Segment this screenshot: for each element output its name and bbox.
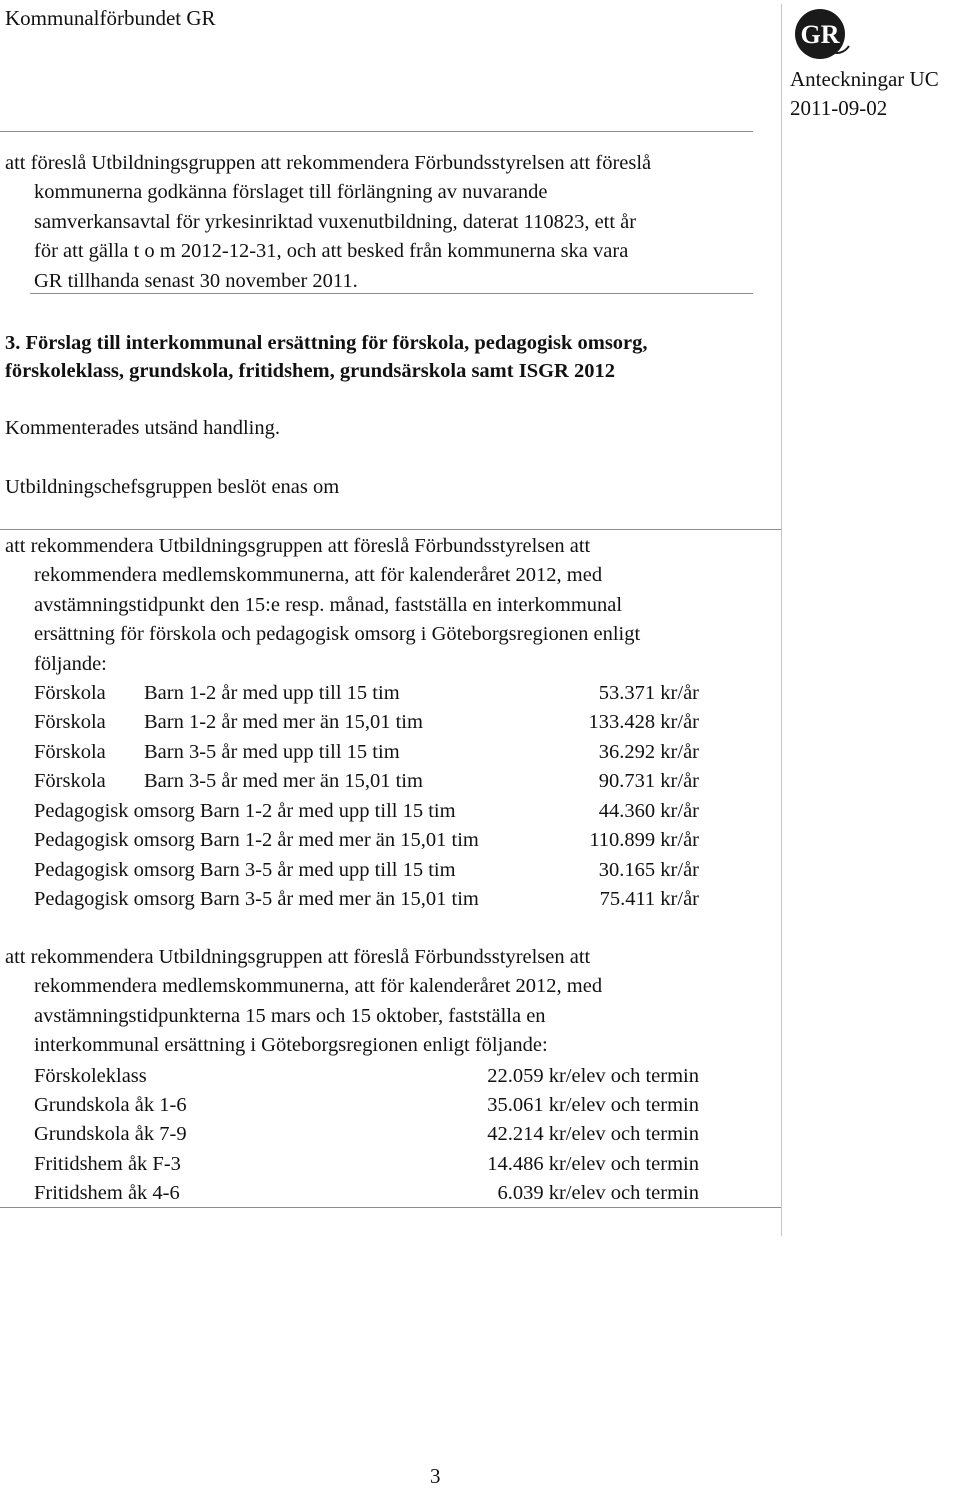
rate-row [34,885,699,914]
rate-value: 36.292 kr/år [598,741,699,763]
rate-row [34,708,699,737]
decision2-line: ersättning för förskola och pedagogisk omsorg i Göteborgsregionen enligt [34,623,641,646]
rate-category: Pedagogisk omsorg Barn 1-2 år med upp till 15 tim [34,800,456,822]
rate-description: Barn 3-5 år med mer än 15,01 tim [144,770,423,792]
item3-heading [5,329,755,385]
decision2-line: att rekommendera Utbildningsgruppen att föreslå Förbundsstyrelsen att [5,535,591,557]
logo-text: GR [800,20,840,49]
rate-category: Förskola [34,741,106,763]
rate-row [34,1179,699,1208]
rate-row [34,679,699,708]
rate-row [34,1150,699,1179]
item3-comment: Kommenterades utsänd handling. [5,417,280,439]
rate-row [34,826,699,855]
rate-category: Förskola [34,770,106,792]
rate-value: 6.039 kr/elev och termin [497,1182,699,1204]
organization-name: Kommunalförbundet GR [5,6,216,30]
rate-category: Pedagogisk omsorg Barn 3-5 år med upp till 15 tim [34,859,456,881]
rate-description: Barn 1-2 år med upp till 15 tim [144,682,400,704]
decision3-line: att rekommendera Utbildningsgruppen att föreslå Förbundsstyrelsen att [5,946,591,968]
rate-value: 75.411 kr/år [599,888,699,910]
page-number: 3 [430,1464,441,1488]
rate-row [34,738,699,767]
decision1-line: samverkansavtal för yrkesinriktad vuxenutbildning, daterat 110823, ett år [34,210,637,233]
decision1-line: för att gälla t o m 2012-12-31, och att besked från kommunerna ska vara [34,240,629,263]
rate-row [34,797,699,826]
rate-category: Pedagogisk omsorg Barn 1-2 år med mer än 15,01 tim [34,829,479,851]
margin-divider [781,4,782,1236]
decision2-text [5,532,750,679]
document-date: 2011-09-02 [790,96,888,120]
rate-category: Pedagogisk omsorg Barn 3-5 år med mer än 15,01 tim [34,888,479,910]
rate-category: Fritidshem åk 4-6 [34,1182,180,1204]
rate-row [34,1120,699,1149]
rate-description: Barn 3-5 år med upp till 15 tim [144,741,400,763]
decision1-line: GR tillhanda senast 30 november 2011. [34,269,358,292]
rate-value: 53.371 kr/år [598,682,699,704]
rate-value: 44.360 kr/år [598,800,699,822]
rate-row [34,856,699,885]
rate-category: Grundskola åk 1-6 [34,1094,187,1116]
decision3-line: avstämningstidpunkterna 15 mars och 15 oktober, fastställa en [34,1004,546,1027]
rate-category: Grundskola åk 7-9 [34,1123,187,1145]
decision3-line: rekommendera medlemskommunerna, att för kalenderåret 2012, med [34,975,603,998]
decision2-line: avstämningstidpunkt den 15:e resp. månad, fastställa en interkommunal [34,593,623,616]
rate-category: Förskola [34,682,106,704]
rate-value: 30.165 kr/år [598,859,699,881]
decision1-text [5,149,750,296]
decision2-line: rekommendera medlemskommunerna, att för kalenderåret 2012, med [34,564,603,587]
decision3-text [5,943,750,1061]
gr-logo [793,6,853,62]
rate-value: 14.486 kr/elev och termin [487,1153,699,1175]
rate-description: Barn 1-2 år med mer än 15,01 tim [144,711,423,733]
item3-heading-line: förskoleklass, grundskola, fritidshem, grundsärskola samt ISGR 2012 [5,360,615,382]
rate-row [34,767,699,796]
rate-category: Förskola [34,711,106,733]
decision1-line: att föreslå Utbildningsgruppen att rekommendera Förbundsstyrelsen att föreslå [5,152,652,174]
rate-value: 35.061 kr/elev och termin [487,1094,699,1116]
document-type: Anteckningar UC [790,67,939,91]
item3-decision-intro: Utbildningschefsgruppen beslöt enas om [5,476,340,498]
rate-value: 42.214 kr/elev och termin [487,1123,699,1145]
decision1-line: kommunerna godkänna förslaget till förlängning av nuvarande [34,181,548,204]
decision3-line: interkommunal ersättning i Göteborgsregionen enligt följande: [34,1034,548,1057]
rate-value: 90.731 kr/år [598,770,699,792]
rule-before-decision2 [0,529,781,530]
rate-row [34,1062,699,1091]
rate-value: 110.899 kr/år [589,829,699,851]
rate-category: Fritidshem åk F-3 [34,1153,181,1175]
item3-heading-line: 3. Förslag till interkommunal ersättning för förskola, pedagogisk omsorg, [5,332,648,354]
rate-category: Förskoleklass [34,1065,147,1087]
rate-value: 133.428 kr/år [588,711,699,733]
rate-value: 22.059 kr/elev och termin [487,1065,699,1087]
rate-row [34,1091,699,1120]
decision2-line: följande: [34,652,107,675]
rule-top [0,131,753,132]
